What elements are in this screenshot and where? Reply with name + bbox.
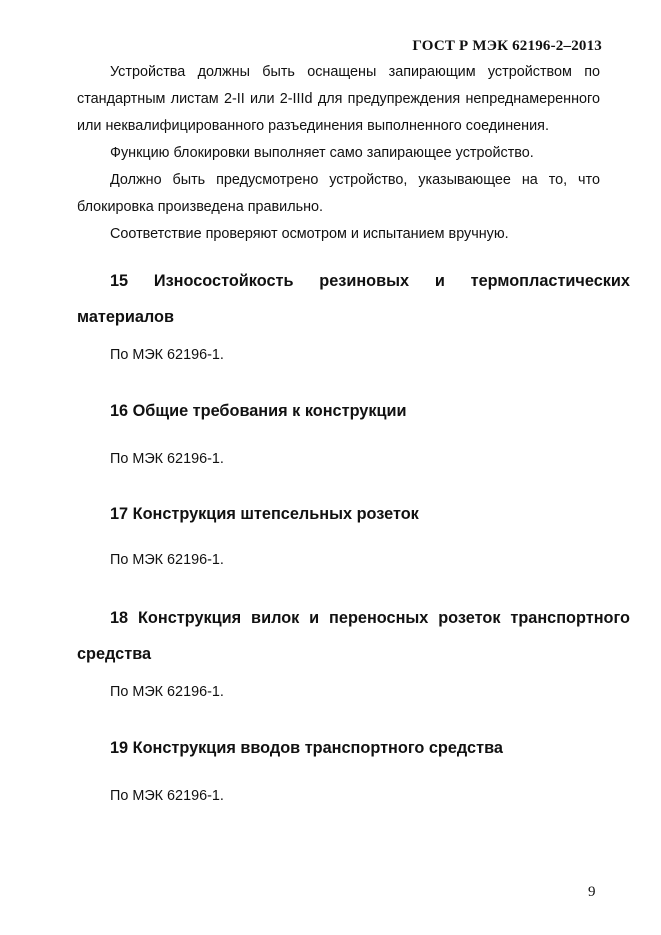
document-code: ГОСТ Р МЭК 62196-2–2013 [412,38,602,54]
section-text-19: По МЭК 62196-1. [110,788,224,804]
section-heading-19: 19 Конструкция вводов транспортного средства [110,739,503,757]
section-text-16: По МЭК 62196-1. [110,451,224,467]
body-paragraph-blocking-function: Функцию блокировки выполняет само запирающее устройство. [110,145,534,161]
section-text-17: По МЭК 62196-1. [110,552,224,568]
body-paragraph-compliance: Соответствие проверяют осмотром и испытанием вручную. [110,226,509,242]
section-heading-15: 15 Износостойкость резиновых и термопластических материалов [77,272,630,326]
section-heading-17: 17 Конструкция штепсельных розеток [110,505,419,523]
body-paragraph-indicator: Должно быть предусмотрено устройство, указывающее на то, что блокировка произведена правильно. [77,172,600,215]
section-heading-16: 16 Общие требования к конструкции [110,402,407,420]
body-paragraph-locking-device: Устройства должны быть оснащены запирающим устройством по стандартным листам 2-II или 2-IIId для предупреждения непреднамеренного или неквалифицированного разъединения выполненного соединения. [77,64,600,134]
section-text-18: По МЭК 62196-1. [110,684,224,700]
page-number: 9 [588,884,596,900]
section-heading-18: 18 Конструкция вилок и переносных розеток транспортного средства [77,609,630,663]
section-text-15: По МЭК 62196-1. [110,347,224,363]
